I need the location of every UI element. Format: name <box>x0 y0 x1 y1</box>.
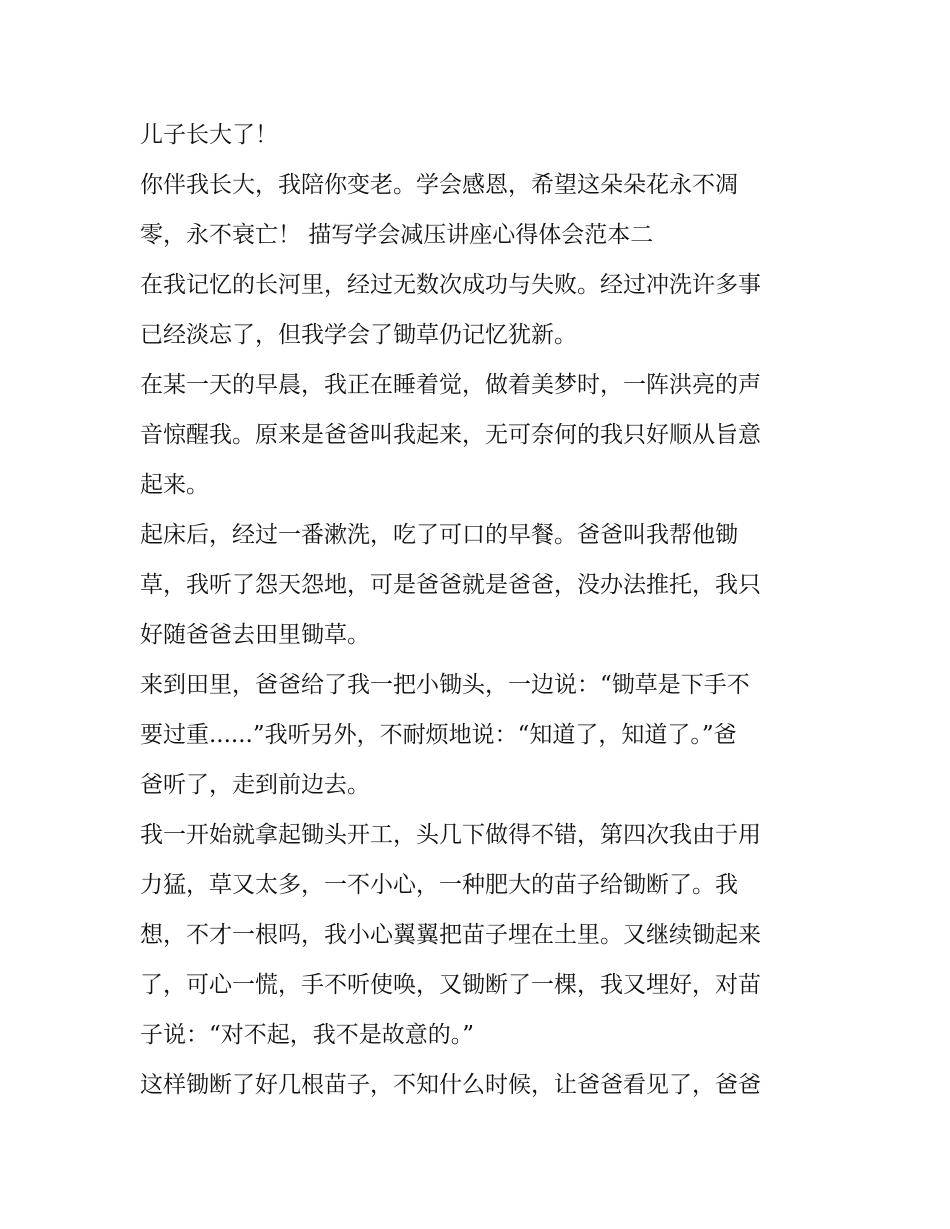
text-line: 起来。 <box>140 472 209 498</box>
text-line: 这样锄断了好几根苗子，不知什么时候，让爸爸看见了，爸爸 <box>140 1072 761 1098</box>
text-line: 已经淡忘了，但我学会了锄草仍记忆犹新。 <box>140 322 577 348</box>
text-line: 我一开始就拿起锄头开工，头几下做得不错，第四次我由于用 <box>140 822 761 848</box>
text-line: 想，不才一根吗，我小心翼翼把苗子埋在土里。又继续锄起来 <box>140 922 761 948</box>
text-line: 子说：“对不起，我不是故意的。” <box>140 1022 475 1048</box>
text-line: 力猛，草又太多，一不小心，一种肥大的苗子给锄断了。我 <box>140 872 738 898</box>
text-line: 音惊醒我。原来是爸爸叫我起来，无可奈何的我只好顺从旨意 <box>140 422 761 448</box>
text-line: 在某一天的早晨，我正在睡着觉，做着美梦时，一阵洪亮的声 <box>140 372 761 398</box>
text-line: 你伴我长大，我陪你变老。学会感恩，希望这朵朵花永不凋 <box>140 172 738 198</box>
text-line: 儿子长大了！ <box>140 122 278 148</box>
text-line: 起床后，经过一番漱洗，吃了可口的早餐。爸爸叫我帮他锄 <box>140 522 738 548</box>
text-line: 来到田里，爸爸给了我一把小锄头，一边说：“锄草是下手不 <box>140 672 750 698</box>
text-line: 要过重......”我听另外，不耐烦地说：“知道了，知道了。”爸 <box>140 722 737 748</box>
text-line: 了，可心一慌，手不听使唤，又锄断了一棵，我又埋好，对苗 <box>140 972 761 998</box>
text-line: 草，我听了怨天怨地，可是爸爸就是爸爸，没办法推托，我只 <box>140 572 761 598</box>
text-line: 爸听了，走到前边去。 <box>140 772 370 798</box>
text-line: 好随爸爸去田里锄草。 <box>140 622 370 648</box>
document-body <box>140 110 820 1110</box>
text-line: 在我记忆的长河里，经过无数次成功与失败。经过冲洗许多事 <box>140 272 761 298</box>
text-line: 零，永不衰亡！ 描写学会减压讲座心得体会范本二 <box>140 222 654 248</box>
